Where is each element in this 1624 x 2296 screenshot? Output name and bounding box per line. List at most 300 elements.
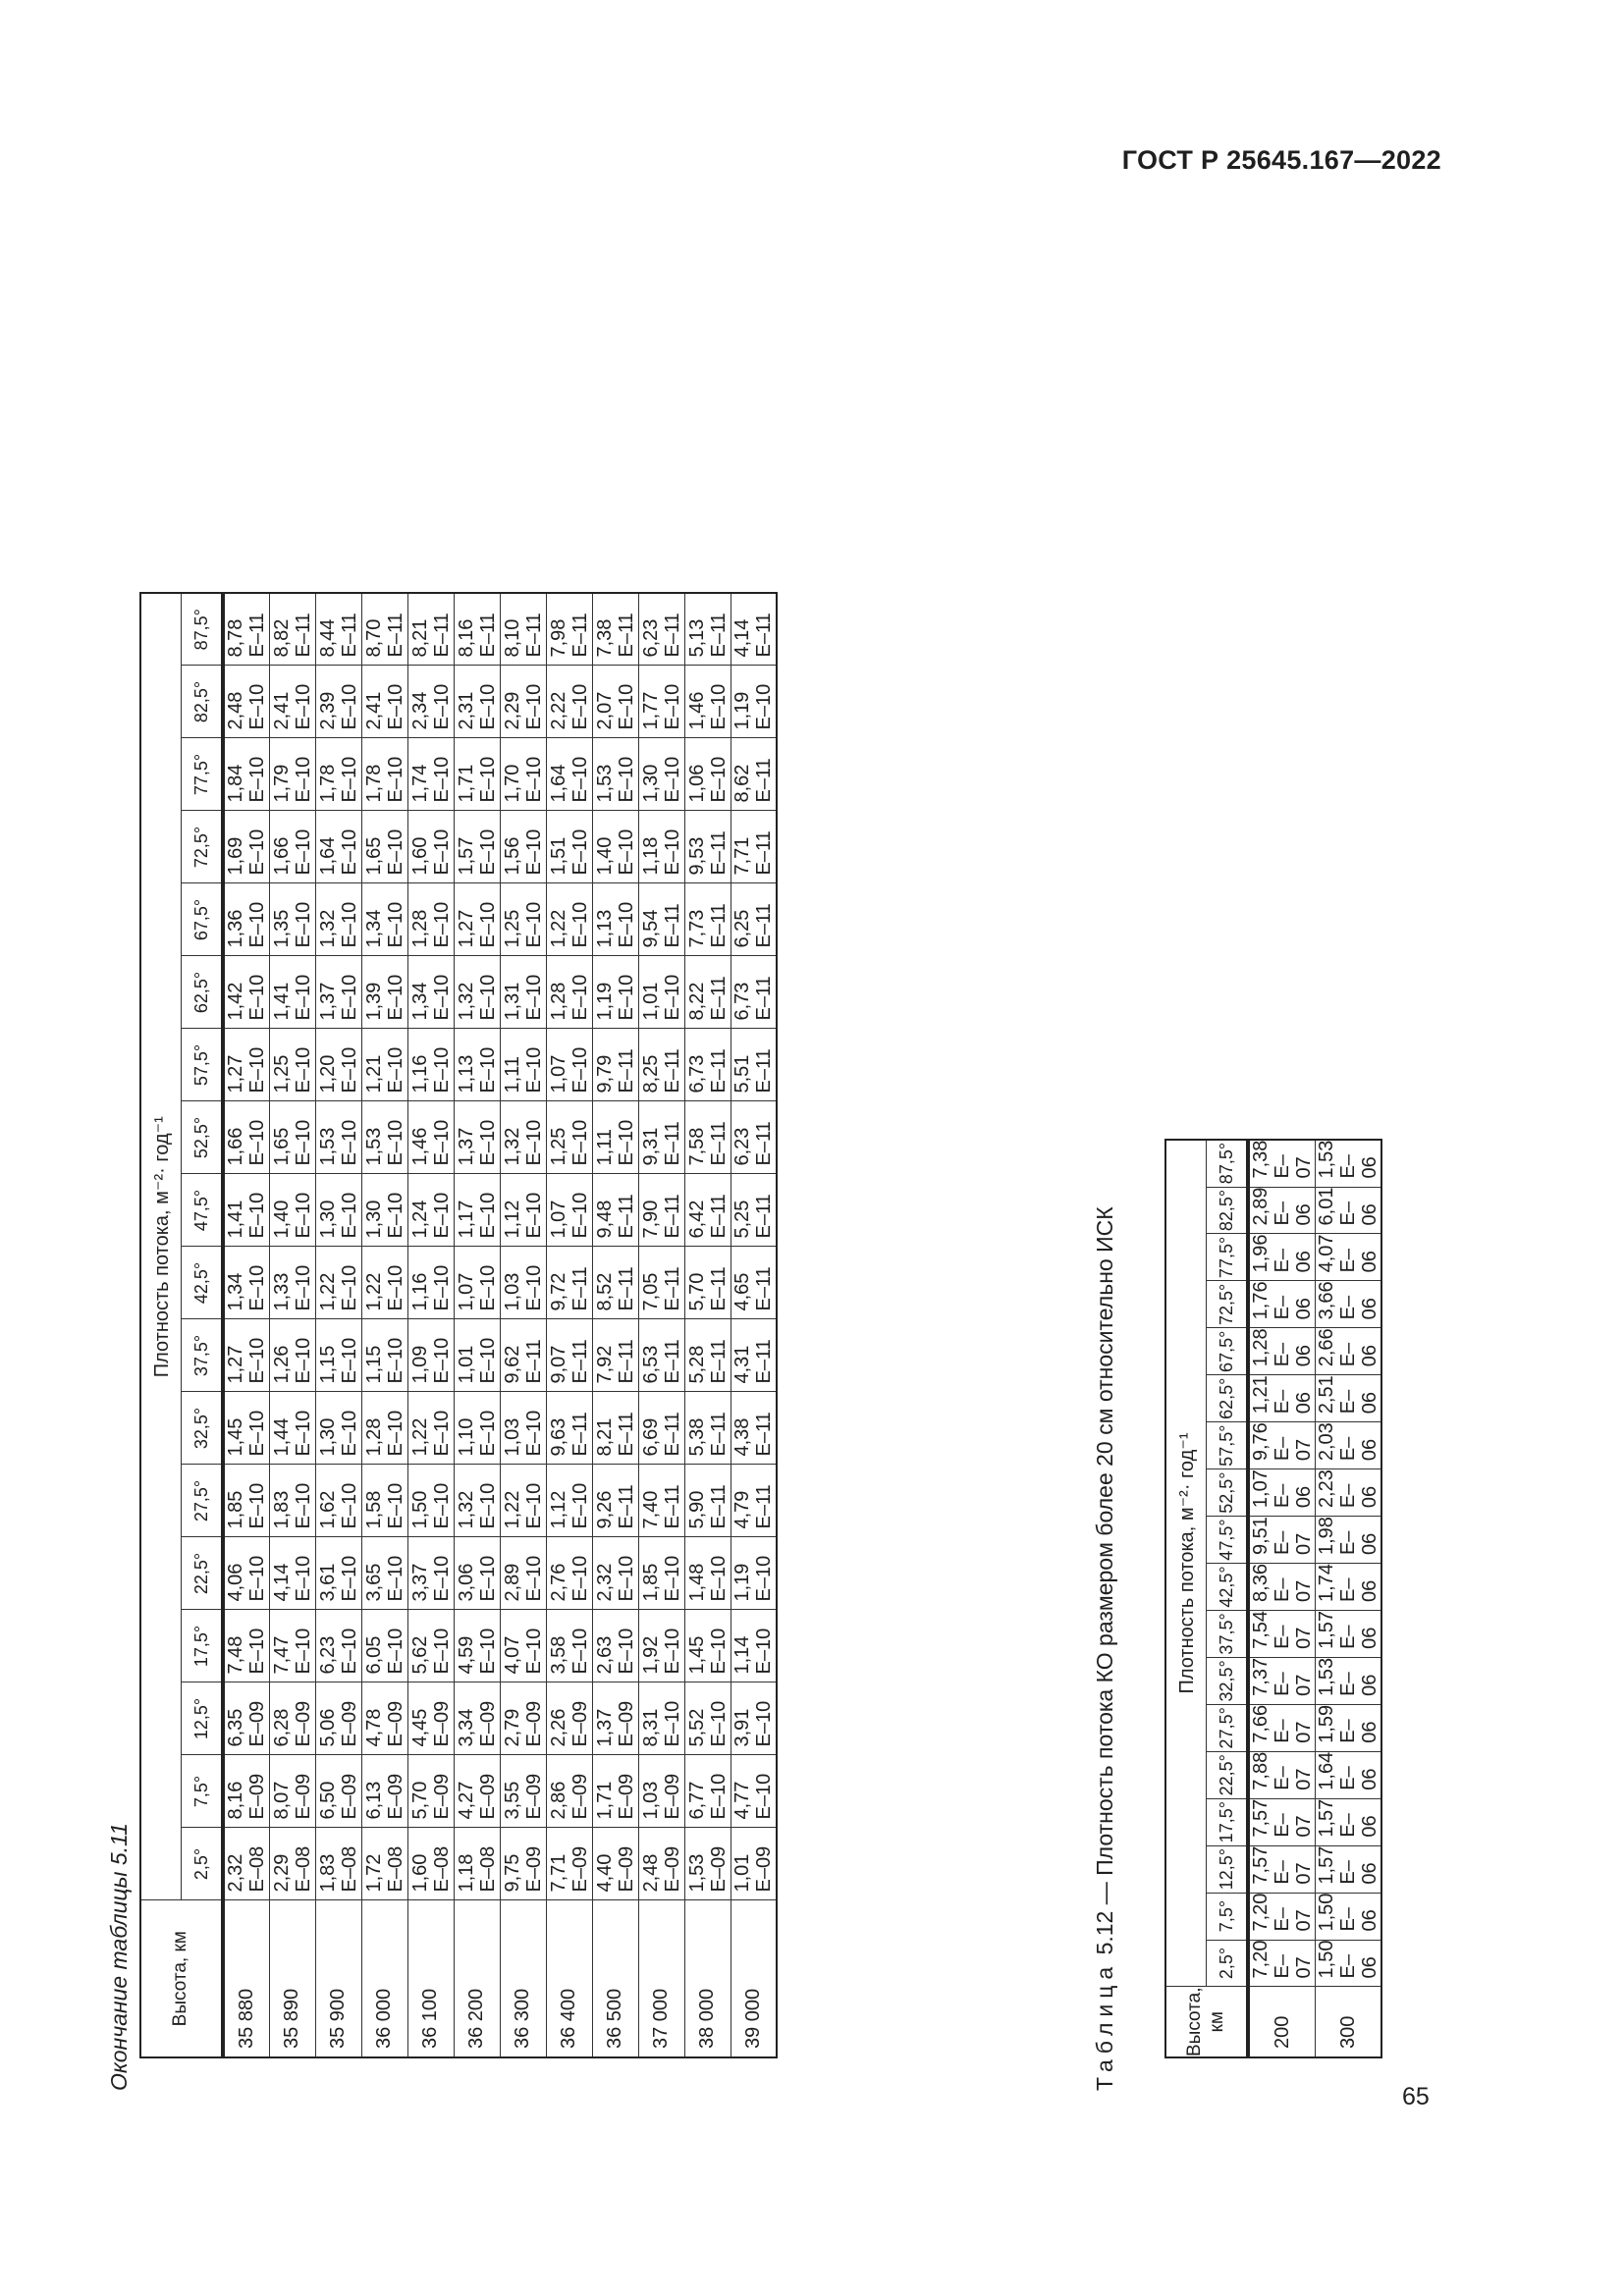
flux-value-cell	[361, 956, 407, 1029]
table-row	[361, 593, 407, 2057]
flux-value-cell	[269, 1537, 315, 1610]
flux-mantissa: 1,22	[362, 1272, 385, 1311]
flux-mantissa: 1,28	[362, 1417, 385, 1457]
flux-mantissa: 1,64	[316, 836, 339, 876]
altitude-cell: 36 200	[454, 1900, 500, 2057]
flux-value-cell	[223, 593, 269, 666]
flux-value-cell	[546, 1029, 592, 1101]
flux-mantissa: 1,28	[547, 982, 569, 1021]
flux-exponent: E–06	[1337, 1954, 1380, 1979]
flux-mantissa: 4,07	[501, 1635, 523, 1675]
flux-exponent: E–10	[522, 683, 545, 730]
flux-value-cell	[1248, 1610, 1316, 1657]
flux-value-cell	[315, 593, 361, 666]
flux-value-cell	[223, 666, 269, 738]
flux-exponent: E–07	[1272, 1813, 1315, 1838]
altitude-cell: 36 400	[546, 1900, 592, 2057]
flux-exponent: E–10	[292, 974, 314, 1021]
angle-column-header: 2,5°	[182, 1828, 224, 1900]
flux-mantissa: 7,47	[270, 1635, 293, 1675]
flux-exponent: E–11	[661, 613, 683, 658]
flux-exponent: E–10	[430, 901, 453, 948]
flux-exponent: E–10	[246, 974, 269, 1021]
flux-exponent: E–10	[753, 1773, 776, 1820]
flux-exponent: E–06	[1272, 1483, 1315, 1509]
flux-value-cell	[223, 1755, 269, 1828]
flux-exponent: E–10	[568, 1046, 591, 1094]
flux-mantissa: 9,51	[1250, 1517, 1272, 1556]
altitude-cell: 36 500	[592, 1900, 638, 2057]
flux-exponent: E–10	[476, 1264, 499, 1311]
flux-exponent: E–11	[707, 976, 730, 1021]
flux-mantissa: 3,58	[547, 1635, 569, 1675]
flux-value-cell	[1316, 1657, 1382, 1704]
flux-exponent: E–09	[430, 1700, 453, 1747]
flux-value-cell	[546, 1682, 592, 1755]
flux-mantissa: 1,60	[408, 836, 431, 876]
flux-value-cell	[500, 1537, 546, 1610]
flux-value-cell	[731, 883, 777, 956]
flux-exponent: E–11	[661, 1048, 683, 1094]
flux-value-cell	[546, 1610, 592, 1682]
altitude-column-header: Высота, км	[1165, 1987, 1248, 2057]
flux-mantissa: 9,07	[547, 1345, 569, 1384]
flux-value-cell	[1316, 1140, 1382, 1187]
flux-exponent: E–10	[661, 828, 683, 876]
flux-mantissa: 1,59	[1316, 1704, 1337, 1743]
angle-column-header: 52,5°	[1207, 1469, 1249, 1517]
flux-exponent: E–11	[615, 1194, 637, 1239]
flux-value-cell	[638, 738, 684, 811]
flux-value-cell	[223, 1828, 269, 1900]
flux-value-cell	[407, 1247, 454, 1319]
flux-mantissa: 1,98	[1316, 1517, 1337, 1556]
flux-value-cell	[731, 1247, 777, 1319]
flux-exponent: E–10	[246, 1337, 269, 1384]
flux-mantissa: 1,32	[455, 1490, 477, 1529]
flux-value-cell	[546, 1101, 592, 1174]
flux-exponent: E–09	[476, 1773, 499, 1820]
flux-exponent: E–09	[246, 1773, 269, 1820]
flux-exponent: E–11	[753, 758, 776, 803]
flux-value-cell	[546, 1247, 592, 1319]
flux-exponent: E–10	[430, 1628, 453, 1675]
flux-mantissa: 5,06	[316, 1708, 339, 1747]
flux-mantissa: 1,34	[225, 1272, 247, 1311]
flux-value-cell	[315, 1392, 361, 1465]
flux-value-cell	[500, 1682, 546, 1755]
flux-exponent: E–06	[1272, 1342, 1315, 1367]
flux-mantissa: 1,24	[408, 1200, 431, 1239]
flux-exponent: E–10	[568, 756, 591, 803]
flux-mantissa: 1,16	[408, 1054, 431, 1094]
flux-value-cell	[638, 1029, 684, 1101]
table-512	[1164, 1139, 1382, 2058]
flux-value-cell	[407, 738, 454, 811]
flux-mantissa: 7,58	[685, 1127, 708, 1166]
flux-value-cell	[454, 1828, 500, 1900]
flux-exponent: E–10	[522, 1410, 545, 1457]
flux-exponent: E–10	[568, 828, 591, 876]
flux-mantissa: 9,62	[501, 1345, 523, 1384]
flux-mantissa: 1,46	[408, 1127, 431, 1166]
flux-mantissa: 3,06	[455, 1563, 477, 1602]
flux-exponent: E–11	[246, 613, 269, 658]
flux-exponent: E–08	[430, 1845, 453, 1893]
flux-density-group-header: Плотность потока, м⁻²· год⁻¹	[140, 593, 182, 1900]
flux-mantissa: 1,21	[362, 1054, 385, 1094]
flux-value-cell	[1248, 1517, 1316, 1564]
flux-mantissa: 4,31	[731, 1345, 754, 1384]
flux-mantissa: 1,19	[593, 982, 616, 1021]
flux-value-cell	[407, 1610, 454, 1682]
flux-exponent: E–11	[522, 613, 545, 658]
flux-mantissa: 4,07	[1316, 1234, 1337, 1273]
flux-value-cell	[269, 666, 315, 738]
flux-value-cell	[731, 956, 777, 1029]
table-row	[1316, 1140, 1382, 2057]
flux-mantissa: 2,23	[1316, 1469, 1337, 1509]
flux-exponent: E–11	[707, 1412, 730, 1457]
table-512-caption-text: 5.12 — Плотность потока КО размером более 20 см относительно ИСК	[1092, 1206, 1117, 1955]
flux-mantissa: 7,73	[685, 909, 708, 948]
flux-exponent: E–10	[615, 828, 637, 876]
angle-column-header: 27,5°	[182, 1465, 224, 1537]
flux-mantissa: 1,17	[455, 1200, 477, 1239]
flux-value-cell	[500, 1101, 546, 1174]
flux-exponent: E–06	[1272, 1248, 1315, 1273]
flux-exponent: E–10	[476, 828, 499, 876]
flux-exponent: E–10	[384, 1264, 406, 1311]
flux-value-cell	[684, 1465, 731, 1537]
flux-value-cell	[1316, 1798, 1382, 1845]
table-row	[731, 593, 777, 2057]
flux-value-cell	[500, 811, 546, 883]
flux-exponent: E–10	[384, 1046, 406, 1094]
angle-column-header: 62,5°	[1207, 1375, 1249, 1422]
flux-value-cell	[269, 1610, 315, 1682]
flux-mantissa: 4,06	[225, 1563, 247, 1602]
table-511-wrapper	[139, 592, 778, 2058]
flux-exponent: E–10	[661, 1628, 683, 1675]
flux-exponent: E–11	[707, 830, 730, 876]
flux-value-cell	[454, 593, 500, 666]
flux-value-cell	[223, 883, 269, 956]
flux-exponent: E–10	[384, 1555, 406, 1602]
flux-mantissa: 1,36	[225, 909, 247, 948]
flux-value-cell	[1316, 1234, 1382, 1281]
angle-column-header: 57,5°	[182, 1029, 224, 1101]
flux-value-cell	[454, 1537, 500, 1610]
flux-exponent: E–10	[522, 828, 545, 876]
flux-mantissa: 1,44	[270, 1417, 293, 1457]
table-row	[500, 593, 546, 2057]
flux-exponent: E–10	[707, 1700, 730, 1747]
flux-exponent: E–10	[615, 1628, 637, 1675]
flux-value-cell	[592, 1392, 638, 1465]
flux-value-cell	[638, 1610, 684, 1682]
flux-mantissa: 4,77	[731, 1781, 754, 1820]
table-row	[269, 593, 315, 2057]
altitude-cell: 36 000	[361, 1900, 407, 2057]
flux-value-cell	[361, 1101, 407, 1174]
flux-mantissa: 5,70	[685, 1272, 708, 1311]
flux-mantissa: 1,79	[270, 764, 293, 803]
flux-mantissa: 1,35	[270, 909, 293, 948]
flux-mantissa: 9,79	[593, 1054, 616, 1094]
flux-value-cell	[1248, 1375, 1316, 1422]
flux-value-cell	[223, 1101, 269, 1174]
flux-exponent: E–10	[707, 1773, 730, 1820]
flux-mantissa: 2,66	[1316, 1328, 1337, 1367]
flux-mantissa: 1,11	[501, 1056, 523, 1094]
flux-value-cell	[361, 1610, 407, 1682]
flux-value-cell	[500, 1319, 546, 1392]
angle-column-header: 32,5°	[1207, 1657, 1249, 1704]
flux-value-cell	[407, 1319, 454, 1392]
flux-exponent: E–10	[615, 683, 637, 730]
flux-exponent: E–10	[522, 1628, 545, 1675]
flux-exponent: E–11	[753, 1048, 776, 1094]
flux-value-cell	[361, 883, 407, 956]
flux-mantissa: 1,37	[455, 1127, 477, 1166]
flux-exponent: E–06	[1272, 1389, 1315, 1415]
flux-value-cell	[407, 811, 454, 883]
flux-mantissa: 2,51	[1316, 1375, 1337, 1415]
flux-mantissa: 7,20	[1250, 1893, 1272, 1932]
flux-exponent: E–11	[707, 1048, 730, 1094]
flux-exponent: E–10	[292, 683, 314, 730]
flux-value-cell	[1316, 1517, 1382, 1564]
flux-value-cell	[454, 1247, 500, 1319]
flux-exponent: E–10	[476, 901, 499, 948]
flux-exponent: E–06	[1337, 1201, 1380, 1226]
flux-value-cell	[546, 593, 592, 666]
flux-mantissa: 2,79	[501, 1708, 523, 1747]
flux-exponent: E–07	[1272, 1719, 1315, 1743]
angle-column-header: 72,5°	[182, 811, 224, 883]
flux-exponent: E–09	[476, 1700, 499, 1747]
angle-column-header: 77,5°	[1207, 1234, 1249, 1281]
flux-value-cell	[223, 1247, 269, 1319]
flux-exponent: E–11	[568, 1412, 591, 1457]
flux-mantissa: 1,13	[455, 1054, 477, 1094]
flux-exponent: E–09	[522, 1845, 545, 1893]
flux-exponent: E–10	[568, 1482, 591, 1529]
flux-value-cell	[454, 811, 500, 883]
flux-mantissa: 5,52	[685, 1708, 708, 1747]
flux-exponent: E–06	[1337, 1342, 1380, 1367]
flux-value-cell	[315, 956, 361, 1029]
flux-mantissa: 1,25	[270, 1054, 293, 1094]
flux-value-cell	[454, 1465, 500, 1537]
flux-exponent: E–07	[1272, 1436, 1315, 1462]
flux-exponent: E–10	[476, 1482, 499, 1529]
flux-value-cell	[1248, 1469, 1316, 1517]
flux-exponent: E–11	[753, 1121, 776, 1166]
flux-exponent: E–10	[292, 1192, 314, 1239]
flux-exponent: E–10	[661, 683, 683, 730]
flux-mantissa: 1,06	[685, 764, 708, 803]
flux-value-cell	[454, 1755, 500, 1828]
flux-exponent: E–10	[430, 1264, 453, 1311]
flux-exponent: E–10	[661, 1700, 683, 1747]
flux-mantissa: 1,74	[1316, 1564, 1337, 1602]
flux-mantissa: 8,21	[593, 1417, 616, 1457]
flux-mantissa: 1,71	[593, 1781, 616, 1820]
flux-mantissa: 1,18	[455, 1853, 477, 1893]
flux-value-cell	[500, 1247, 546, 1319]
flux-exponent: E–09	[246, 1700, 269, 1747]
angle-column-header: 42,5°	[182, 1247, 224, 1319]
flux-value-cell	[638, 1465, 684, 1537]
flux-mantissa: 6,73	[685, 1054, 708, 1094]
flux-exponent: E–10	[430, 828, 453, 876]
flux-value-cell	[1248, 1845, 1316, 1893]
flux-mantissa: 9,54	[639, 909, 662, 948]
flux-value-cell	[500, 956, 546, 1029]
flux-value-cell	[454, 883, 500, 956]
altitude-cell: 39 000	[731, 1900, 777, 2057]
flux-mantissa: 1,65	[362, 836, 385, 876]
flux-exponent: E–11	[476, 613, 499, 658]
flux-exponent: E–10	[292, 1628, 314, 1675]
flux-mantissa: 2,48	[225, 691, 247, 730]
flux-exponent: E–10	[476, 1410, 499, 1457]
flux-exponent: E–10	[292, 756, 314, 803]
flux-value-cell	[1316, 1564, 1382, 1611]
flux-value-cell	[731, 738, 777, 811]
flux-value-cell	[592, 593, 638, 666]
flux-mantissa: 4,45	[408, 1708, 431, 1747]
flux-value-cell	[269, 811, 315, 883]
flux-exponent: E–10	[430, 1046, 453, 1094]
flux-exponent: E–10	[476, 1628, 499, 1675]
flux-mantissa: 1,07	[1250, 1469, 1272, 1509]
flux-value-cell	[407, 1465, 454, 1537]
flux-value-cell	[731, 1537, 777, 1610]
flux-exponent: E–07	[1272, 1577, 1315, 1602]
flux-mantissa: 8,21	[408, 618, 431, 658]
flux-value-cell	[684, 1392, 731, 1465]
flux-mantissa: 7,57	[1250, 1798, 1272, 1838]
flux-mantissa: 2,39	[316, 691, 339, 730]
flux-value-cell	[1248, 1234, 1316, 1281]
flux-value-cell	[546, 1755, 592, 1828]
flux-value-cell	[315, 738, 361, 811]
flux-mantissa: 6,69	[639, 1417, 662, 1457]
flux-value-cell	[454, 1101, 500, 1174]
flux-value-cell	[592, 1828, 638, 1900]
flux-mantissa: 7,54	[1250, 1610, 1272, 1649]
flux-mantissa: 2,03	[1316, 1422, 1337, 1462]
flux-exponent: E–10	[338, 756, 360, 803]
flux-value-cell	[638, 593, 684, 666]
flux-mantissa: 1,58	[362, 1490, 385, 1529]
flux-mantissa: 6,23	[639, 618, 662, 658]
flux-exponent: E–11	[292, 613, 314, 658]
flux-mantissa: 1,07	[547, 1200, 569, 1239]
flux-mantissa: 8,36	[1250, 1564, 1272, 1602]
flux-exponent: E–10	[338, 1192, 360, 1239]
flux-value-cell	[315, 883, 361, 956]
flux-exponent: E–10	[615, 974, 637, 1021]
flux-mantissa: 1,27	[455, 909, 477, 948]
flux-mantissa: 2,22	[547, 691, 569, 730]
table-row	[546, 593, 592, 2057]
flux-mantissa: 1,56	[501, 836, 523, 876]
flux-mantissa: 5,62	[408, 1635, 431, 1675]
flux-exponent: E–10	[522, 901, 545, 948]
flux-value-cell	[315, 1755, 361, 1828]
flux-value-cell	[592, 1755, 638, 1828]
flux-value-cell	[1248, 1328, 1316, 1375]
flux-exponent: E–10	[430, 1119, 453, 1166]
angle-column-header: 87,5°	[1207, 1140, 1249, 1187]
flux-exponent: E–09	[568, 1773, 591, 1820]
flux-value-cell	[1248, 1422, 1316, 1469]
flux-exponent: E–11	[707, 613, 730, 658]
flux-exponent: E–06	[1337, 1436, 1380, 1462]
flux-exponent: E–10	[476, 1192, 499, 1239]
flux-mantissa: 1,50	[1316, 1940, 1337, 1979]
flux-mantissa: 9,72	[547, 1272, 569, 1311]
flux-value-cell	[223, 1029, 269, 1101]
flux-value-cell	[500, 593, 546, 666]
altitude-cell: 300	[1316, 1987, 1382, 2057]
flux-value-cell	[269, 1465, 315, 1537]
flux-exponent: E–10	[753, 1700, 776, 1747]
flux-value-cell	[638, 811, 684, 883]
flux-mantissa: 1,26	[270, 1345, 293, 1384]
flux-exponent: E–09	[753, 1845, 776, 1893]
flux-mantissa: 1,22	[316, 1272, 339, 1311]
flux-mantissa: 7,57	[1250, 1845, 1272, 1885]
flux-value-cell	[315, 1174, 361, 1247]
flux-exponent: E–10	[568, 1192, 591, 1239]
flux-exponent: E–10	[292, 1482, 314, 1529]
flux-value-cell	[684, 1174, 731, 1247]
angle-column-header: 17,5°	[1207, 1798, 1249, 1845]
flux-value-cell	[1248, 1187, 1316, 1234]
flux-value-cell	[223, 1610, 269, 1682]
flux-value-cell	[454, 1682, 500, 1755]
flux-exponent: E–09	[522, 1773, 545, 1820]
flux-exponent: E–10	[338, 1264, 360, 1311]
flux-exponent: E–10	[522, 1264, 545, 1311]
flux-value-cell	[1316, 1704, 1382, 1751]
flux-exponent: E–06	[1337, 1672, 1380, 1696]
flux-mantissa: 3,61	[316, 1563, 339, 1602]
flux-value-cell	[269, 1682, 315, 1755]
flux-exponent: E–11	[661, 1484, 683, 1529]
flux-mantissa: 2,41	[362, 691, 385, 730]
flux-value-cell	[454, 666, 500, 738]
flux-value-cell	[223, 1319, 269, 1392]
angle-column-header: 57,5°	[1207, 1422, 1249, 1469]
table-511	[139, 592, 778, 2058]
flux-value-cell	[731, 1755, 777, 1828]
flux-mantissa: 7,71	[731, 836, 754, 876]
flux-value-cell	[407, 593, 454, 666]
flux-value-cell	[546, 1465, 592, 1537]
flux-mantissa: 1,37	[593, 1708, 616, 1747]
flux-exponent: E–11	[753, 830, 776, 876]
flux-mantissa: 1,03	[639, 1781, 662, 1820]
flux-value-cell	[223, 1537, 269, 1610]
flux-mantissa: 1,83	[316, 1853, 339, 1893]
flux-exponent: E–10	[338, 828, 360, 876]
